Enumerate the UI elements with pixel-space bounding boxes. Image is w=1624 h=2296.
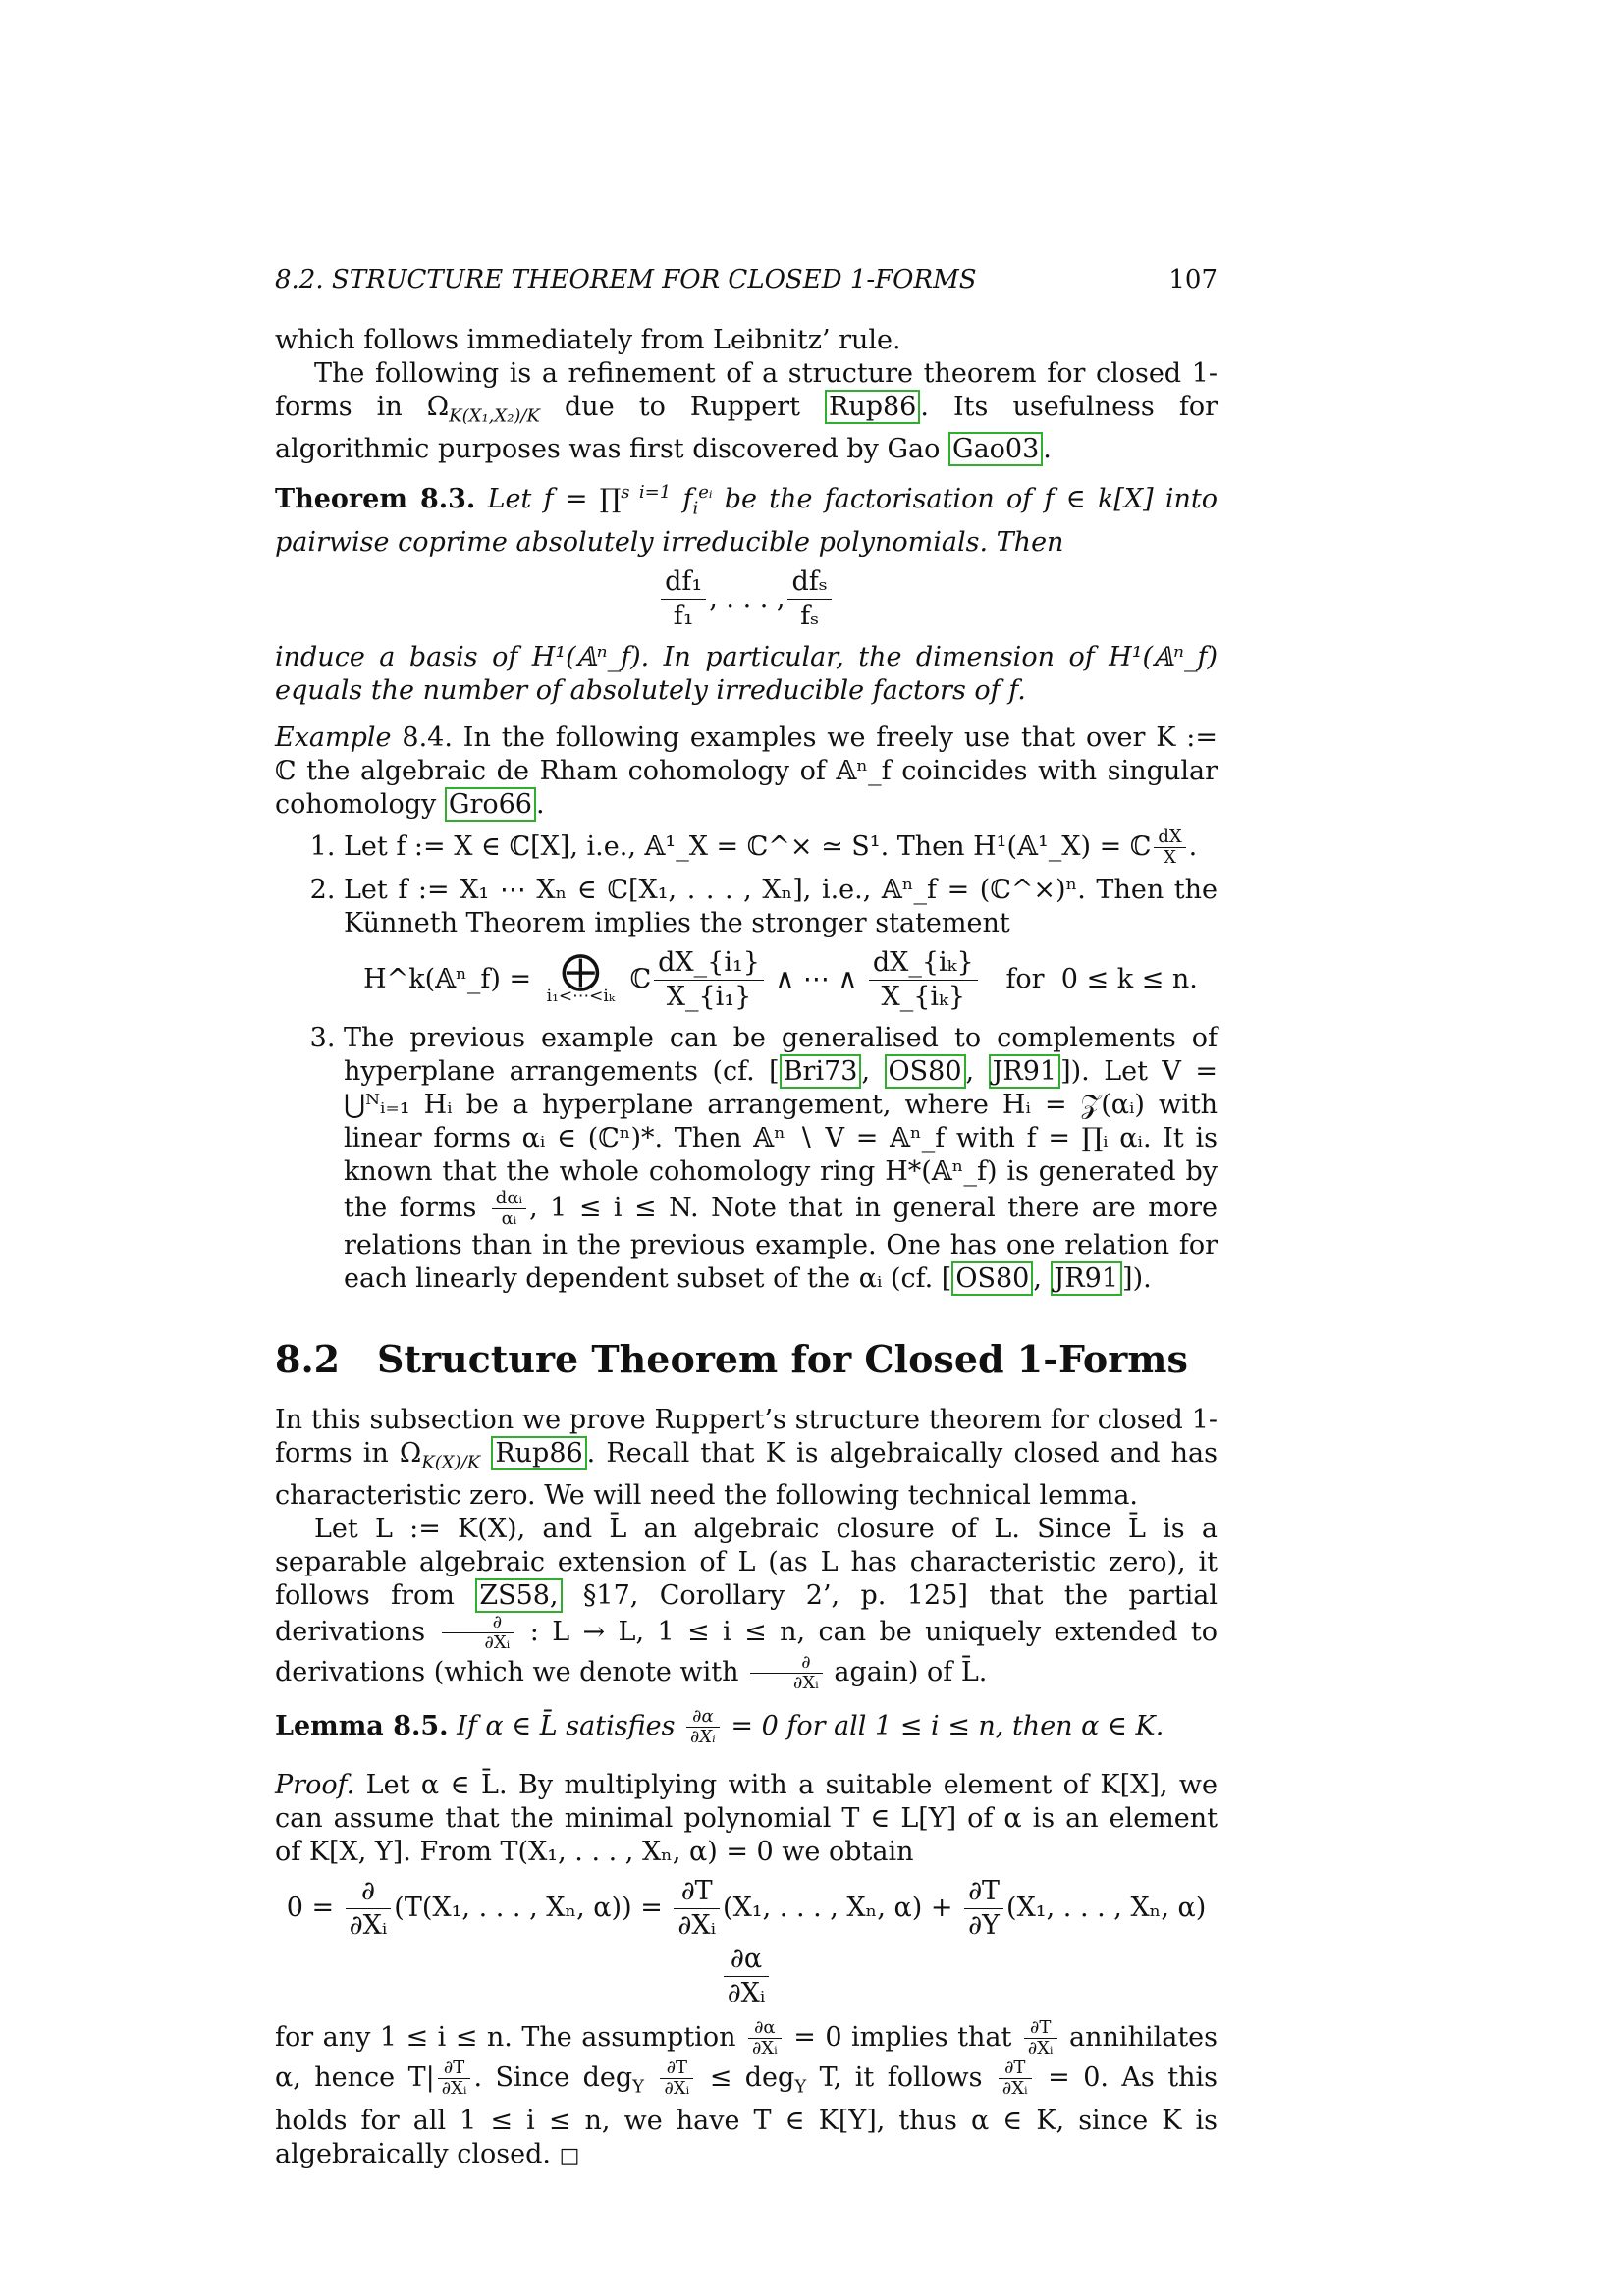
oplus-operator: ⨁ i₁<⋯<iₖ xyxy=(546,948,616,1007)
theorem-display: $\frac{\text{df₁}}{\text{f₁}}$ , . . . , $\frac{\text{dfₛ}}{\text{fₛ}}$ xyxy=(275,565,1218,633)
fraction: $\frac{\partial}{\text{∂Xᵢ}}$ xyxy=(442,1613,514,1653)
fraction: $\frac{\text{dαᵢ}}{\text{αᵢ}}$ xyxy=(492,1189,526,1229)
section-number: 8.2 xyxy=(275,1336,341,1381)
qed-symbol: □ xyxy=(559,2143,580,2168)
intro-line: which follows immediately from Leibnitz’ rule. xyxy=(275,325,901,355)
citation-link[interactable]: Gao03 xyxy=(948,432,1043,466)
section-paragraph: Let L := K(X), and L̄ an algebraic closure of L. Since L̄ is a separable algebraic extension of L (as L has characteristic zero), it follows from ZS58, §17, Corollary 2’, p. 125] that the partial derivations $\frac{\partial}{\text{∂Xᵢ}}$ : L → L, 1 ≤ i ≤ n, can be uniquely extended to derivations (which we denote with $\frac{\partial}{\text{∂Xᵢ}}$ again) of L̄. xyxy=(275,1514,1218,1694)
proof-conclusion: for any 1 ≤ i ≤ n. The assumption $\frac{\partial\alpha}{\text{∂Xᵢ}}$ = 0 implies that $\frac{\partial T}{\text{∂Xᵢ}}$ annihilates α, hence T| $\frac{\partial T}{\text{∂Xᵢ}}$ . Since deg$_Y$ $\frac{\partial T}{\text{∂Xᵢ}}$ ≤ deg$_Y$ T, it follows $\frac{\partial T}{\text{∂Xᵢ}}$ = 0. As this holds for all 1 ≤ i ≤ n, we have T ∈ K[Y], thus α ∈ K, since K is algebraically closed. □ xyxy=(275,2017,1218,2169)
section-title: Structure Theorem for Closed 1-Forms xyxy=(377,1336,1188,1381)
lemma-8-5: Lemma 8.5. If α ∈ L̄ satisfies $\frac{\partial\alpha}{\text{∂Xᵢ}}$ = 0 for all 1 ≤ i ≤ n, then α ∈ K. xyxy=(275,1706,1164,1748)
fraction: $\frac{\text{dX\_\{i₁\}}}{\text{X\_\{i₁\}}}$ xyxy=(654,946,764,1014)
page-number: 107 xyxy=(1168,265,1218,294)
fraction: $\frac{\text{dX\_\{iₖ\}}}{\text{X\_\{iₖ\}}}$ xyxy=(869,946,978,1014)
kunneth-display: H^k(𝔸ⁿ_f) = ⨁ i₁<⋯<iₖ ℂ $\frac{\text{dX\_\{i₁\}}}{\text{X\_\{i₁\}}}$ ∧ ⋯ ∧ $\frac{\text{dX\_\{iₖ\}}}{\text{X\_\{iₖ\}}}$ for 0 ≤ k ≤ n. xyxy=(363,946,1198,1012)
fraction: $\frac{\partial T}{\text{∂Xᵢ}}$ xyxy=(999,2058,1032,2099)
fraction: $\frac{\partial\alpha}{\text{∂Xᵢ}}$ xyxy=(748,2018,782,2058)
example-list xyxy=(275,828,1218,1296)
proof-label: Proof. xyxy=(275,1770,355,1801)
section-paragraph: In this subsection we prove Ruppert’s structure theorem for closed 1-forms in $\Omega_{K(X)/K}$ Rup86 . Recall that K is algebraically closed and has characteristic zero. We will need the following technical lemma. xyxy=(275,1404,1218,1512)
fraction: $\frac{\partial\alpha}{\text{∂Xᵢ}}$ xyxy=(724,1943,770,2010)
example-item: 2. Let f := X₁ ⋯ Xₙ ∈ ℂ[X₁, . . . , Xₙ], i.e., 𝔸ⁿ_f = (ℂ^×)ⁿ. Then the Künneth Theorem implies the stronger statement H^k(𝔸ⁿ_f) = ⨁ i₁<⋯<iₖ ℂ $\frac{\text{dX\_\{i₁\}}}{\text{X\_\{i₁\}}}$ ∧ ⋯ ∧ $\frac{\text{dX\_\{iₖ\}}}{\text{X\_\{iₖ\}}}$ for 0 ≤ k ≤ n. xyxy=(344,874,1218,1014)
fraction: $\frac{\partial T}{\text{∂Xᵢ}}$ xyxy=(660,2058,693,2099)
section-heading xyxy=(275,1337,1218,1382)
citation-link[interactable]: ZS58, xyxy=(475,1578,562,1613)
fraction: $\frac{\partial T}{\text{∂Xᵢ}}$ xyxy=(1024,2018,1057,2058)
example-item: 3. The previous example can be generalised to complements of hyperplane arrangements (cf. [ Bri73 , OS80 , JR91 ]). Let V = ⋃ᴺᵢ₌₁ Hᵢ be a hyperplane arrangement, where Hᵢ = 𝒵(αᵢ) with linear forms αᵢ ∈ (ℂⁿ)*. Then 𝔸ⁿ ∖ V = 𝔸ⁿ_f with f = ∏ᵢ αᵢ. It is known that the whole cohomology ring H*(𝔸ⁿ_f) is generated by the forms $\frac{\text{dαᵢ}}{\text{αᵢ}}$ , 1 ≤ i ≤ N. Note that in general there are more relations than in the previous example. One has one relation for each linearly dependent subset of the αᵢ (cf. [ OS80 , JR91 ]). xyxy=(344,1022,1218,1296)
citation-link[interactable]: Bri73 xyxy=(780,1054,862,1089)
fraction: $\frac{\partial}{\text{∂Xᵢ}}$ xyxy=(750,1653,823,1693)
citation-link[interactable]: Rup86 xyxy=(825,390,920,424)
proof: Proof. Let α ∈ L̄. By multiplying with a suitable element of K[X], we can assume that the minimal polynomial T ∈ L[Y] of α is an element of K[X, Y]. From T(X₁, . . . , Xₙ, α) = 0 we obtain xyxy=(275,1770,1218,1868)
theorem-label: Theorem 8.3. xyxy=(275,484,476,515)
citation-link[interactable]: OS80 xyxy=(951,1261,1033,1296)
fraction: $\frac{\partial\alpha}{\text{∂Xᵢ}}$ xyxy=(686,1707,720,1747)
fraction: $\frac{\partial T}{\partial Y}$ xyxy=(964,1875,1003,1943)
lemma-label: Lemma 8.5. xyxy=(275,1711,449,1742)
fraction: $\frac{\text{df₁}}{\text{f₁}}$ xyxy=(661,565,706,633)
example-item: 1. Let f := X ∈ ℂ[X], i.e., 𝔸¹_X = ℂ^× ≃ S¹. Then H¹(𝔸¹_X) = ℂ $\frac{dX}{X}$ . xyxy=(344,828,1218,868)
page xyxy=(275,263,1218,2173)
citation-link[interactable]: JR91 xyxy=(989,1054,1061,1089)
fraction: $\frac{\partial T}{\text{∂Xᵢ}}$ xyxy=(438,2058,471,2099)
fraction: $\frac{\text{dfₛ}}{\text{fₛ}}$ xyxy=(787,565,831,633)
fraction: $\frac{dX}{X}$ xyxy=(1154,828,1185,868)
theorem-8-3: Theorem 8.3. Let f = ∏$^{s i=1}$ $f_i^{eᵢ}$ be the factorisation of f ∈ k[X] into pairwise coprime absolutely irreducible polynomials. Then xyxy=(275,482,1218,558)
citation-link[interactable]: Gro66 xyxy=(445,787,536,822)
running-title: 8.2. STRUCTURE THEOREM FOR CLOSED 1-FORMS xyxy=(275,265,977,294)
citation-link[interactable]: Rup86 xyxy=(491,1436,586,1470)
fraction: $\frac{\partial T}{\text{∂Xᵢ}}$ xyxy=(674,1875,720,1943)
proof-equation: 0 = $\frac{\partial}{\text{∂Xᵢ}}$ (T(X₁, . . . , Xₙ, α)) = $\frac{\partial T}{\text{∂Xᵢ}}$ (X₁, . . . , Xₙ, α) + $\frac{\partial T}{\partial Y}$ (X₁, . . . , Xₙ, α) $\frac{\partial\alpha}{\text{∂Xᵢ}}$ xyxy=(286,1876,1207,2009)
running-header xyxy=(275,263,1218,296)
example-8-4: Example 8.4. In the following examples we freely use that over K := ℂ the algebraic de Rham cohomology of 𝔸ⁿ_f coincides with singular cohomology Gro66 . xyxy=(275,721,1218,820)
theorem-continuation: induce a basis of H¹(𝔸ⁿ_f). In particular, the dimension of H¹(𝔸ⁿ_f) equals the number of absolutely irreducible factors of f. xyxy=(275,641,1218,706)
citation-link[interactable]: JR91 xyxy=(1051,1261,1123,1296)
intro-paragraph: The following is a refinement of a structure theorem for closed 1-forms in $\Omega_{K(X_1,X_2)/K}$ due to Ruppert Rup86 . Its usefulness for algorithmic purposes was first discovered by Gao Gao03 . xyxy=(275,358,1218,465)
fraction: $\frac{\partial}{\text{∂Xᵢ}}$ xyxy=(346,1875,392,1943)
citation-link[interactable]: OS80 xyxy=(885,1054,966,1089)
